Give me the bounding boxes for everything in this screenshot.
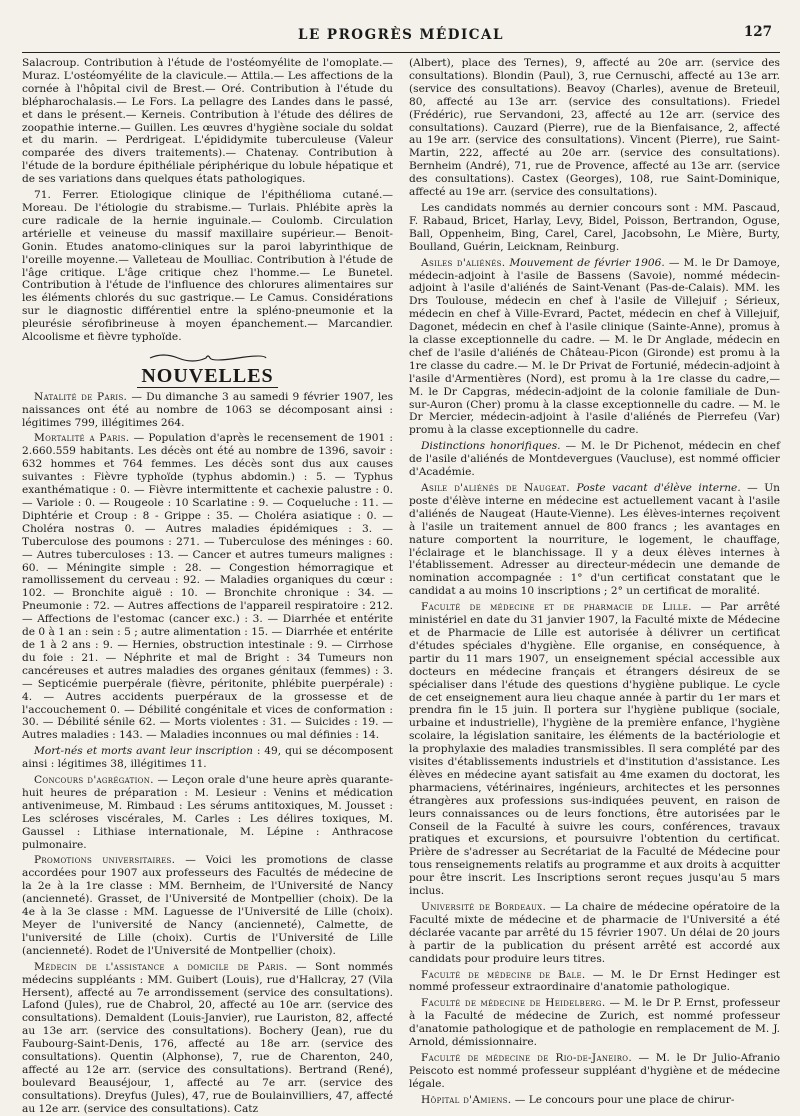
assistance-continued: (Albert), place des Ternes), 9, affecté au 20e arr. (service des consultations). Blondin (Paul), 3, rue Cernuschi, affecté au 13e arr. (service des consultations). Beavoy (Charles), avenue de Breteuil, 80, affecté au 13e arr. (service des consultations). Friedel (Frédéric), rue Servandoni, 23, affecté au 12e arr. (service des consultations). Cauzard (Pierre), rue de la Bienfaisance, 2, affecté au 19e arr. (service des consultations). Vincent (Pierre), rue Saint-Martin, 222, affecté au 20e arr. (service des consultations). Bernheim (André), 71, rue de Provence, affecté au 13e arr. (service des consultations). Castex (Georges), 108, rue Saint-Dominique, affecté au 19e arr. (service des consultations).	[409, 57, 780, 199]
news-promotions: Promotions universitaires. — Voici les promotions de classe accordées pour 1907 aux professeurs des Facultés de médecine de la 2e à la 1re classe : MM. Bernheim, de l'Université de Nancy (ancienneté). Grasset, de l'Université de Montpellier (choix). De la 4e à la 3e classe : MM. Laguesse de l'Université de Lille (choix). Meyer de l'université de Nancy (ancienneté), Calmette, de l'université de Lille (choix). Curtis de l'Université de Lille (ancienneté). Rodet de l'Université de Montpellier (choix).	[22, 854, 393, 957]
thesis-list-continued: Salacroup. Contribution à l'étude de l'ostéomyélite de l'omoplate.— Muraz. L'ostéomyélite de la clavicule.— Attila.— Les affections de la cornée à l'hôpital civil de Brest.— Oré. Contribution à l'étude du blépharochalasis.— Le Fors. La pellagre des Landes dans le passé, et dans le présent.— Kerneis. Contribution à l'étude des délires de zoopathie interne.— Guillen. Les œuvres d'hygiène sociale du soldat et du marin. — Perdrigeat. L'épididymite tuberculeuse (Valeur comparée des divers traitements).— Chatenay. Contribution à l'étude de la bordure épithéliale périphérique du lobule hépatique et de ses variations dans quelques états pathologiques.	[22, 57, 393, 186]
news-naugeat: Asile d'aliénés de Naugeat. Poste vacant d'élève interne. — Un poste d'élève interne en médecine est actuellement vacant à l'asile d'aliénés de Naugeat (Haute-Vienne). Les élèves-internes reçoivent à l'asile un traitement annuel de 800 francs ; les avantages en nature comportent la nourriture, le logement, le chauffage, l'éclairage et le blanchissage. Il y a deux élèves internes à l'établissement. Adresser au directeur-médecin une demande de nomination accompagnée : 1° d'un certificat constatant que le candidat a au moins 10 inscriptions ; 2° un certificat de moralité.	[409, 482, 780, 598]
left-column	[22, 57, 394, 1115]
news-morts-nes: Mort-nés et morts avant leur inscription : 49, qui se décomposent ainsi : légitimes 38, illégitimes 11.	[22, 745, 393, 771]
news-natalite: Natalité de Paris. — Du dimanche 3 au samedi 9 février 1907, les naissances ont été au nombre de 1063 se décomposant ainsi : légitimes 799, illégitimes 264.	[22, 390, 394, 429]
page-header	[22, 24, 780, 46]
two-column-body	[22, 57, 781, 1115]
news-distinctions: Distinctions honorifiques. — M. le Dr Pichenot, médecin en chef de l'asile d'aliénés de Montdevergues (Vaucluse), est nommé officier d'Académie.	[409, 440, 780, 479]
header-rule	[22, 52, 780, 53]
section-title: NOUVELLES	[22, 370, 393, 383]
journal-title: LE PROGRÈS MÉDICAL	[297, 27, 505, 43]
news-assistance: Médecin de l'assistance a domicile de Paris. — Sont nommés médecins suppléants : MM. Guibert (Louis), rue d'Hallcray, 27 (Vila Hersent), affecté au 7e arrondissement (service des consultations). Lafond (Jules), rue de Chabrol, 20, affecté au 10e arr. (service des consultations). Demaldent (Louis-Janvier), rue Lauriston, 82, affecté au 13e arr. (service des consultations). Bochery (Jean), rue du Faubourg-Saint-Denis, 176, affecté au 18e arr. (service des consultations). Quentin (Alphonse), 7, rue de Charenton, 240, affecté au 12e arr. (service des consultations). Bertrand (René), boulevard Beauséjour, 1, affecté au 7e arr. (service des consultations). Dreyfus (Jules), 47, rue de Boulainvilliers, 47, affecté au 12e arr. (service des consultations). Catz	[22, 960, 393, 1115]
news-bordeaux: Université de Bordeaux. — La chaire de médecine opératoire de la Faculté mixte de médecine et de pharmacie de l'Université a été déclarée vacante par arrêté du 15 février 1907. Un délai de 20 jours à partir de la publication du présent arrêté est accordé aux candidats pour produire leurs titres.	[409, 901, 780, 965]
flourish-icon	[148, 352, 268, 364]
thesis-list-71: 71. Ferrer. Etiologique clinique de l'épithélioma cutané.— Moreau. De l'étiologie du strabisme.— Turlais. Phlébite après la cure radicale de la hernie inguinale.— Coulomb. Circulation artérielle et veineuse du massif maxillaire supérieur.— Benoit-Gonin. Etudes anatomo-cliniques sur la paroi labyrinthique de l'oreille moyenne.— Valleteau de Moulliac. Contribution à l'étude de l'âge critique. L'âge critique chez l'homme.— Le Bunetel. Contribution à l'étude de l'influence des chlorures alimentaires sur les éléments chlorés du suc gastrique.— Le Camus. Considérations sur le diagnostic différentiel entre la spléno-pneumonie et la pleurésie sérofibrineuse à moyen épanchement.— Marcandier. Alcoolisme et fièvre typhoïde.	[22, 189, 393, 344]
news-bale: Faculté de médecine de Bale. — M. le Dr Ernst Hedinger est nommé professeur extraordinaire d'anatomie pathologique.	[409, 968, 780, 994]
news-lille: Faculté de médecine et de pharmacie de Lille. — Par arrêté ministériel en date du 31 janvier 1907, la Faculté mixte de Médecine et de Pharmacie de Lille est autorisée à délivrer un certificat d'études spéciales d'hygiène. Elle organise, en conséquence, à partir du 11 mars 1907, un enseignement spécial accessible aux docteurs en médecine français et étrangers désireux de se spécialiser dans l'étude des questions d'hygiène publique. Le cycle de cet enseignement aura lieu chaque année à partir du 1er mars et prendra fin le 15 juin. Il portera sur l'hygiène publique (sociale, urbaine et industrielle), l'hygiène de la première enfance, l'hygiène scolaire, la législation sanitaire, les éléments de la bactériologie et la prophylaxie des maladies transmissibles. Il sera complété par des visites d'établissements industriels et d'institution d'assistance. Les élèves en médecine ayant satisfait au 4me examen du doctorat, les pharmaciens, vétérinaires, ingénieurs, architectes et les personnes étrangères aux professions sus-indiquées peuvent, en raison de leurs connaissances ou de leurs fonctions, être autorisées par le Conseil de la Faculté à suivre les cours, conférences, travaux pratiques et excursions, et poursuivre l'obtention du certificat. Prière de s'adresser au Secrétariat de la Faculté de Médecine pour tous renseignements relatifs au programme et aux droits à acquitter pour être inscrit. Les Inscriptions seront reçues jusqu'au 5 mars inclus.	[409, 601, 781, 898]
news-amiens: Hôpital d'Amiens. — Le concours pour une place de chirur-	[421, 1093, 735, 1106]
news-rio: Faculté de médecine de Rio-de-Janeiro. — M. le Dr Julio-Afranio Peiscoto est nommé professeur suppléant d'hygiène et de médecine légale.	[409, 1051, 780, 1090]
news-mortalite: Mortalité a Paris. — Population d'après le recensement de 1901 : 2.660.559 habitants. Les décès ont été au nombre de 1396, savoir : 632 hommes et 764 femmes. Les décès sont dus aux causes suivantes : Fièvre typhoïde (typhus abdomin.) : 5. — Typhus exanthématique : 0. — Fièvre intermittente et cachexie palustre : 0. — Variole : 0. — Rougeole : 10 Scarlatine : 9. — Coqueluche : 11. — Diphtérie et Croup : 8 - Grippe : 35. — Choléra asiatique : 0. — Choléra nostras 0. — Autres maladies épidémiques : 3. — Tuberculose des poumons : 271. — Tuberculose des méninges : 60. — Autres tuberculoses : 13. — Cancer et autres tumeurs malignes : 60. — Méningite simple : 28. — Congestion hémorragique et ramollissement du cerveau : 92. — Maladies organiques du cœur : 102. — Bronchite aiguë : 10. — Bronchite chronique : 34. — Pneumonie : 72. — Autres affections de l'appareil respiratoire : 212. — Affections de l'estomac (cancer exc.) : 3. — Diarrhée et entérite de 0 à 1 an : sein : 5 ; autre alimentation : 15. — Diarrhée et entérite de 1 à 2 ans : 9. — Hernies, obstruction intestinale : 9. — Cirrhose du foie : 21. — Néphrite et mal de Bright : 34 Tumeurs non cancéreuses et autres maladies des organes génitaux (femmes) : 3. — Septicémie puerpérale (fièvre, péritonite, phlébite puerpérale) : 4. — Autres accidents puerpéraux de la grossesse et de l'accouchement 0. — Débilité congénitale et vices de conformation : 30. — Débilité sénile 62. — Morts violentes : 31. — Suicides : 19. —Autres maladies : 143. — Maladies inconnues ou mal définies : 14.	[22, 432, 393, 742]
news-heidelberg: Faculté de médecine de Heidelberg. — M. le Dr P. Ernst, professeur à la Faculté de médecine de Zurich, est nommé professeur d'anatomie pathologique et de pathologie en remplacement de M. J. Arnold, démissionnaire.	[409, 997, 780, 1049]
right-column	[409, 57, 781, 1106]
news-candidats: Les candidats nommés au dernier concours sont : MM. Pascaud, F. Rabaud, Bricet, Harlay, Levy, Bidel, Poisson, Bertrandon, Oguse, Ball, Oppenheim, Bing, Carel, Carel, Jacobsohn, Le Mière, Burty, Boulland, Guérin, Leicknam, Reinburg.	[409, 201, 780, 253]
news-agregation: Concours d'agrégation. — Leçon orale d'une heure après quarante-huit heures de préparation : M. Lesieur : Venins et médication antivenimeuse, M. Rimbaud : Les sérums antitoxiques, M. Jousset : Les scléroses viscérales, M. Carles : Les délires toxiques, M. Gaussel : Lithiase internationale, M. Lépine : Anthracose pulmonaire.	[22, 774, 393, 851]
page-number: 127	[743, 24, 772, 40]
news-asiles: Asiles d'aliénés. Mouvement de février 1906. — M. le Dr Damoye, médecin-adjoint à l'asile de Bassens (Savoie), nommé médecin-adjoint à l'asile d'aliénés de Saint-Venant (Pas-de-Calais). MM. les Drs Toulouse, médecin en chef à l'asile de Villejuif ; Sérieux, médecin en chef à Ville-Evrard, Pactet, médecin en chef à Villejuif, Dagonet, médecin en chef à l'asile clinique (Sainte-Anne), promus à la classe exceptionnelle du cadre. — M. le Dr Anglade, médecin en chef de l'asile d'aliénés de Château-Picon (Gironde) est promu à la 1re classe du cadre.— M. le Dr Privat de Fortunié, médecin-adjoint à l'asile d'Armentières (Nord), est promu à la 1re classe du cadre,— M. le Dr Capgras, médecin-adjoint de la colonie familiale de Dun-sur-Auron (Cher) promu à la classe exceptionnelle du cadre. — M. le Dr Mercier, médecin-adjoint à l'asile d'aliénés de Pierrefeu (Var) promu à la classe exceptionnelle du cadre.	[409, 256, 780, 437]
